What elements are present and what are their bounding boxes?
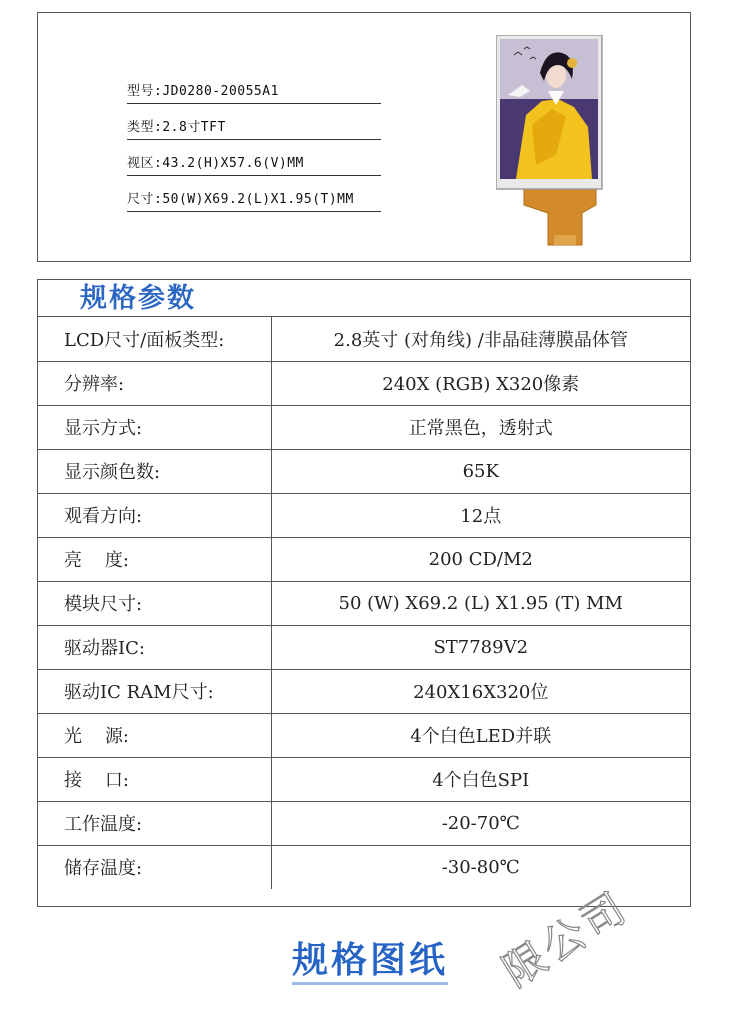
table-row	[38, 361, 690, 405]
table-row	[38, 713, 690, 757]
spec-key: 观看方向:	[38, 493, 271, 537]
spec-key: 分辨率:	[38, 361, 271, 405]
table-row	[38, 669, 690, 713]
spec-key: 亮 度:	[38, 537, 271, 581]
spec-key: 驱动IC RAM尺寸:	[38, 669, 271, 713]
table-row	[38, 757, 690, 801]
product-info-panel	[37, 12, 691, 262]
lcd-module-image	[496, 35, 606, 257]
table-row	[38, 625, 690, 669]
spec-table	[38, 317, 690, 889]
watermark: 限公司	[494, 881, 638, 997]
table-row	[38, 493, 690, 537]
spec-value: 200 CD/M2	[271, 537, 690, 581]
spec-key: 显示方式:	[38, 405, 271, 449]
table-row	[38, 317, 690, 361]
spec-value: 65K	[271, 449, 690, 493]
lcd-module-illustration	[496, 35, 606, 257]
spec-value: 2.8英寸 (对角线) /非晶硅薄膜晶体管	[271, 317, 690, 361]
spec-value: 12点	[271, 493, 690, 537]
spec-table-panel	[37, 279, 691, 907]
spec-key: LCD尺寸/面板类型:	[38, 317, 271, 361]
table-row	[38, 845, 690, 889]
spec-key: 储存温度:	[38, 845, 271, 889]
spec-value: 240X (RGB) X320像素	[271, 361, 690, 405]
spec-value: 4个白色SPI	[271, 757, 690, 801]
table-row	[38, 801, 690, 845]
spec-key: 显示颜色数:	[38, 449, 271, 493]
table-row	[38, 537, 690, 581]
table-row	[38, 581, 690, 625]
spec-key: 光 源:	[38, 713, 271, 757]
drawing-title	[0, 940, 740, 985]
spec-value: -20-70℃	[271, 801, 690, 845]
spec-value: 50 (W) X69.2 (L) X1.95 (T) MM	[271, 581, 690, 625]
table-row	[38, 449, 690, 493]
spec-value: 正常黑色，透射式	[271, 405, 690, 449]
spec-key: 工作温度:	[38, 801, 271, 845]
product-view-area: 视区:43.2(H)X57.6(V)MM	[127, 153, 381, 176]
drawing-title-text: 规格图纸	[292, 940, 448, 985]
spec-key: 接 口:	[38, 757, 271, 801]
spec-value: -30-80℃	[441, 856, 520, 878]
spec-key: 驱动器IC:	[38, 625, 271, 669]
spec-value: 4个白色LED并联	[271, 713, 690, 757]
spec-value: ST7789V2	[271, 625, 690, 669]
spec-title: 规格参数	[38, 280, 690, 317]
table-row	[38, 405, 690, 449]
product-model: 型号:JD0280-20055A1	[127, 81, 381, 104]
spec-key: 模块尺寸:	[38, 581, 271, 625]
product-size: 尺寸:50(W)X69.2(L)X1.95(T)MM	[127, 189, 381, 212]
spec-value: 240X16X320位	[271, 669, 690, 713]
product-type: 类型:2.8寸TFT	[127, 117, 381, 140]
